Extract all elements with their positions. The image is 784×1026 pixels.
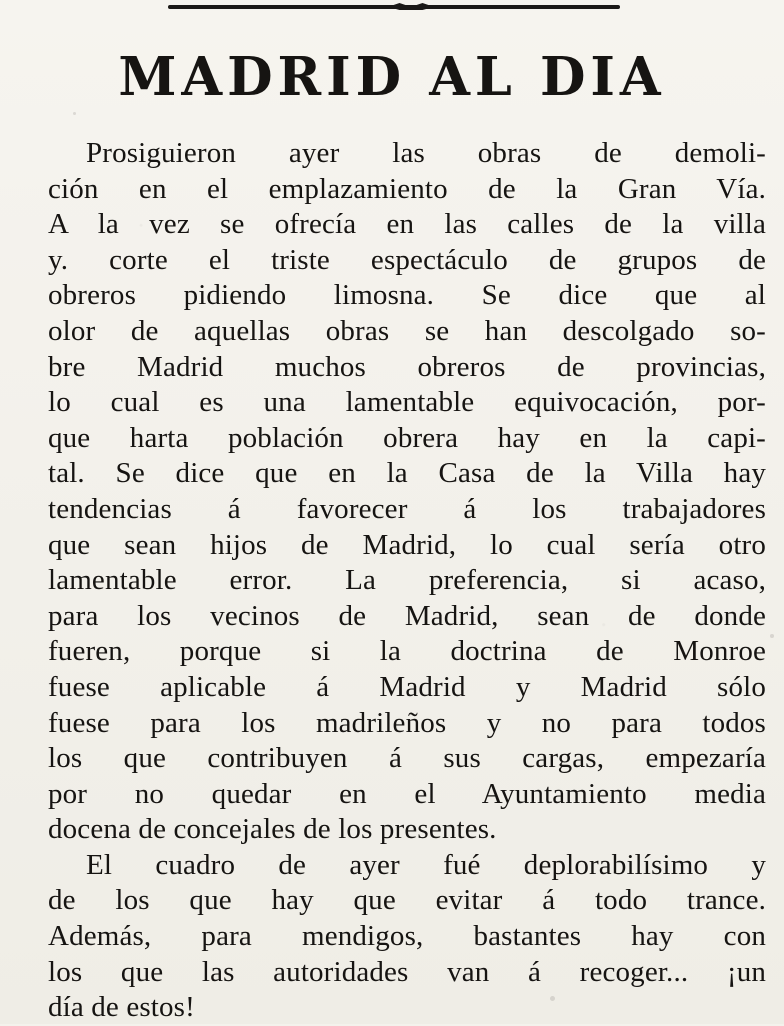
print-speck [73, 112, 76, 115]
text-line: Además, para mendigos, bastantes hay con [48, 920, 766, 953]
text-line: lo cual es una lamentable equivocación, por- [48, 386, 766, 419]
article-body [48, 136, 766, 1026]
text-line: los que contribuyen á sus cargas, empezaría [48, 742, 766, 775]
paragraph-1 [48, 136, 766, 848]
text-line: obreros pidiendo limosna. Se dice que al [48, 279, 766, 312]
print-speck [770, 634, 774, 638]
text-line: bre Madrid muchos obreros de provincias, [48, 350, 766, 383]
text-line: docena de concejales de los presentes. [48, 813, 497, 846]
article-title: MADRID AL DIA [118, 46, 666, 108]
text-line: A la vez se ofrecía en las calles de la villa [48, 208, 766, 241]
text-line: tal. Se dice que en la Casa de la Villa hay [48, 457, 766, 490]
text-line: que harta población obrera hay en la capi- [48, 421, 766, 454]
text-line: los que las autoridades van á recoger... ¡un [48, 955, 766, 988]
text-line: Prosiguieron ayer las obras de demoli- [86, 137, 766, 169]
text-line: por no quedar en el Ayuntamiento media [48, 777, 766, 810]
print-speck [550, 996, 555, 1001]
text-line: fueren, porque si la doctrina de Monroe [48, 635, 766, 668]
text-line: para los vecinos de Madrid, sean de donde [48, 599, 766, 632]
text-line: día de estos! [48, 991, 195, 1024]
text-line: lamentable error. La preferencia, si acaso, [48, 564, 766, 597]
text-line: tendencias á favorecer á los trabajadores [48, 492, 766, 525]
text-line: de los que hay que evitar á todo trance. [48, 884, 766, 917]
text-line: fuese aplicable á Madrid y Madrid sólo [48, 670, 766, 703]
text-line: fuese para los madrileños y no para todos [48, 706, 766, 739]
text-line: y. corte el triste espectáculo de grupos de [48, 243, 766, 276]
text-line: olor de aquellas obras se han descolgado so- [48, 314, 766, 347]
decorative-top-rule [168, 5, 620, 9]
text-line: El cuadro de ayer fué deplorabilísimo y [86, 848, 766, 881]
text-line: que sean hijos de Madrid, lo cual sería otro [48, 528, 766, 561]
paragraph-2 [48, 848, 766, 1026]
text-line: ción en el emplazamiento de la Gran Vía. [48, 172, 766, 205]
